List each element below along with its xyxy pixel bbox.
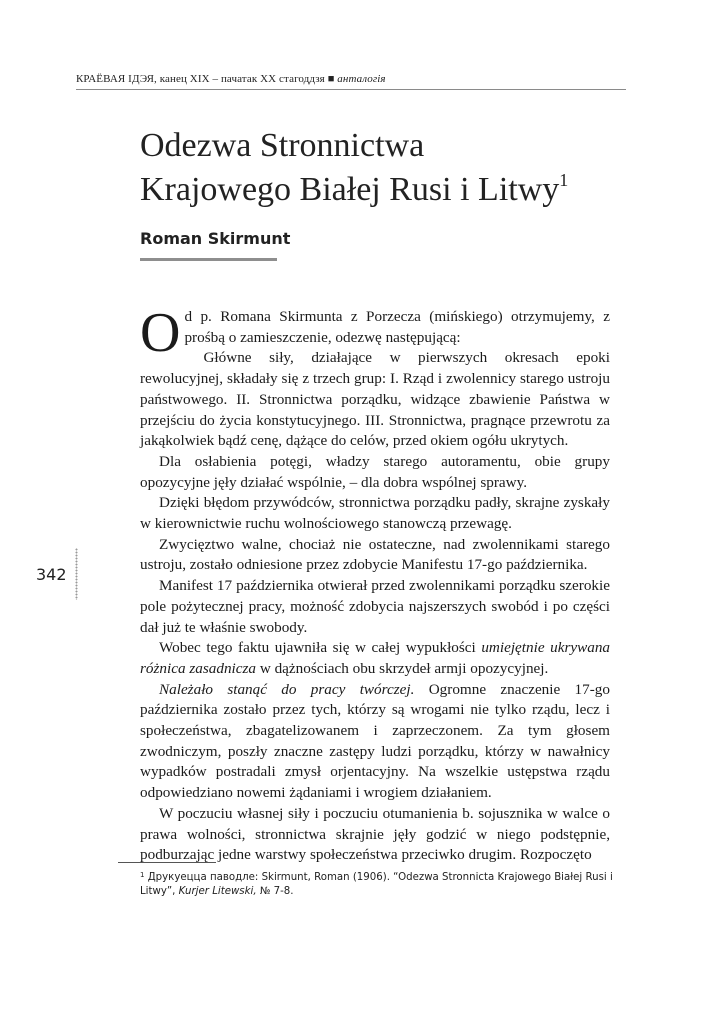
title-line-1: Odezwa Stronnictwa [140, 127, 425, 164]
author-rule [140, 258, 277, 261]
running-head [76, 73, 626, 85]
footnote-rule [118, 862, 216, 863]
paragraph-9: W poczuciu własnej siły i poczuciu otumanienia b. sojusznika w walce o prawa wolności, stronnictwa skrajnie jęły godzić w niego podstępnie, podburzając jedne warstwy społeczeństwa przeciwko drugim. Rozpoczęto [140, 804, 610, 864]
footnote-issue: № 7-8. [256, 886, 294, 897]
page-number-dots [75, 548, 78, 600]
article-title [140, 124, 620, 212]
footnote [140, 871, 618, 899]
paragraph-7 [140, 638, 610, 679]
title-line-2: Krajowego Białej Rusi i Litwy [140, 171, 560, 208]
paragraph-1 [140, 302, 610, 364]
footnote-text: Друкуецца паводле: Skirmunt, Roman (1906). “Odezwa Stronnicta Krajowego Białej Rusi i Litwy”, [140, 872, 613, 897]
paragraph-1-text: d p. Romana Skirmunta z Porzecza (mińskiego) otrzymujemy, z prośbą o zamieszczenie, odezwę następującą: [184, 308, 610, 346]
paragraph-8-italic: Należało stanąć do pracy twórczej. [159, 680, 415, 698]
running-head-separator: ■ [327, 73, 335, 85]
footnote-journal: Kurjer Litewski, [178, 886, 257, 897]
footnote-mark: 1 [140, 871, 145, 879]
paragraph-7-italic: umiejętnie ukrywana różnica zasadnicza [140, 639, 611, 677]
title-footnote-mark[interactable]: 1 [559, 170, 569, 190]
drop-cap: O [140, 302, 181, 364]
paragraph-5: Zwycięztwo walne, chociaż nie ostateczne, nad zwolennikami starego ustroju, zostało odniesione przez zdobycie Manifestu 17-go października. [140, 535, 610, 574]
paragraph-6: Manifest 17 października otwierał przed zwolennikami porządku szerokie pole pożytecznej pracy, możność zdobycia najszerszych swobód i po części dał już te właśnie swobody. [140, 577, 610, 636]
running-head-text: КРАЁВАЯ ІДЭЯ, канец XIX – пачатак XX стагоддзя [76, 73, 325, 85]
article-author: Roman Skirmunt [140, 229, 291, 248]
paragraph-7-a: Wobec tego faktu ujawniła się w całej wypukłości [159, 639, 482, 657]
paragraph-3: Dla osłabienia potęgi, władzy starego autoramentu, obie grupy opozycyjne jęły działać wspólnie, – dla dobra wspólnej sprawy. [140, 452, 610, 491]
running-head-section: анталогія [337, 73, 386, 85]
paragraph-2: Główne siły, działające w pierwszych okresach epoki rewolucyjnej, składały się z trzech grup: I. Rząd i zwolennicy starego ustroju państwowego. II. Stronnictwa porządku, widzące zbawienie Państwa w przejściu do życia konstytucyjnego. III. Stronnictwa, pragnące przewrotu za jakąkolwiek bądź cenę, dążące do celów, przed okiem ogółu ukrytych. [140, 349, 610, 450]
paragraph-7-b: w dążnościach obu skrzydeł armji opozycyjnej. [256, 659, 549, 677]
header-rule [76, 89, 626, 90]
paragraph-8 [140, 680, 610, 804]
page-number: 342 [36, 565, 67, 584]
paragraph-8-b: Ogromne znaczenie 17-go października zostało przez tych, którzy są wrogami nie tylko rządu, lecz i społeczeństwa, zbagatelizowanem i zaprzeczonem. Za tym głosem zwodniczym, poszły znaczne zastępy ludzi porządku, którzy w nawałnicy wypadków postradali zmysł orjentacyjny. Na wszelkie ustępstwa rządu odpowiedziano nowemi żądaniami i wrogiem działaniem. [140, 680, 610, 802]
paragraph-4: Dzięki błędom przywódców, stronnictwa porządku padły, skrajne zyskały w kierownictwie ruchu wolnościowego stanowczą przewagę. [140, 494, 610, 533]
article-body [140, 302, 611, 866]
